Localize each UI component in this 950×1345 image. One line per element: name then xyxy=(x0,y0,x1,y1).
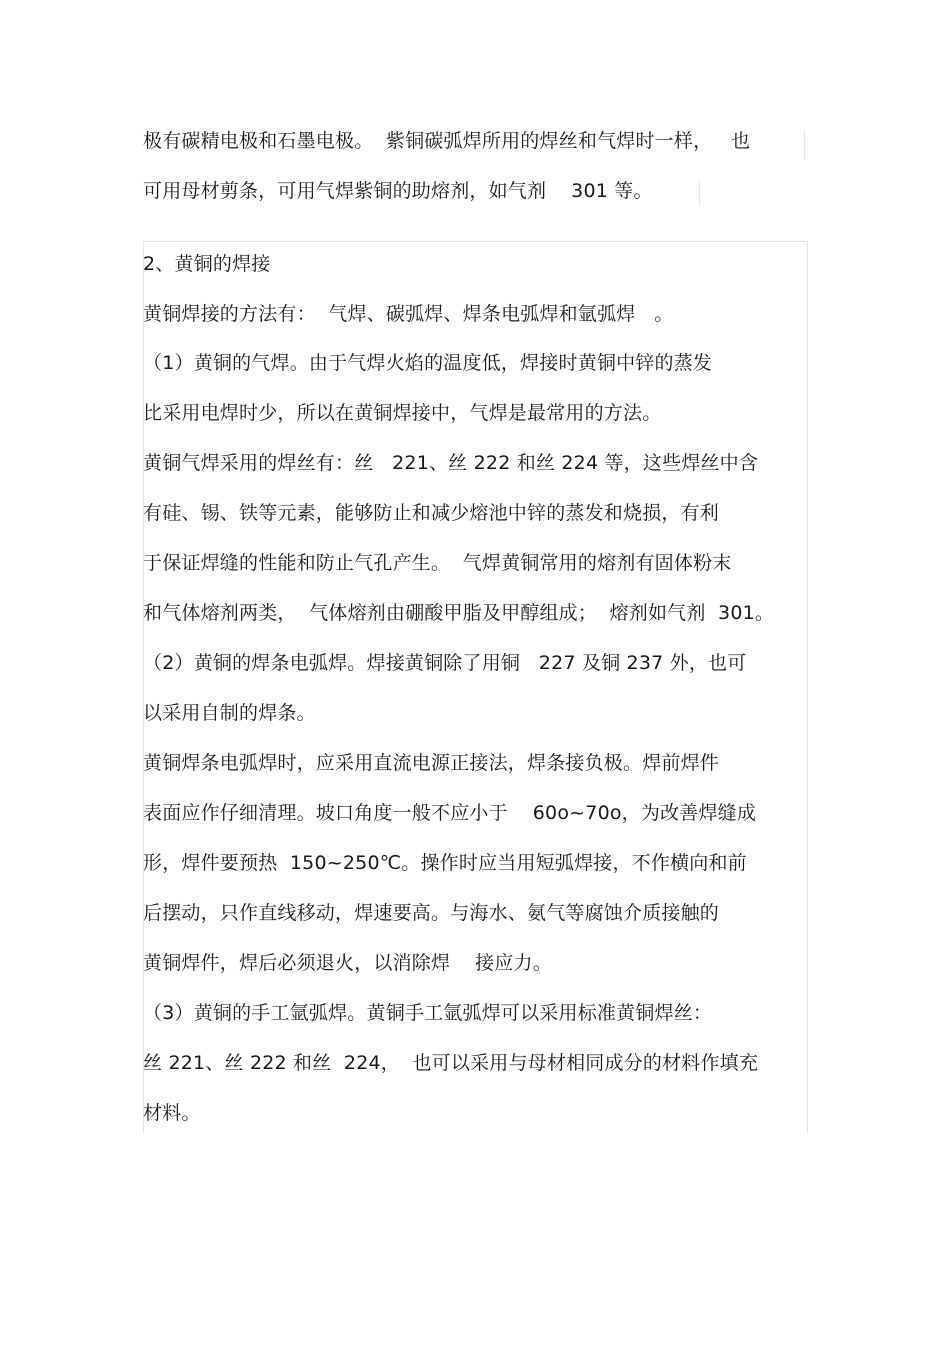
text-line-13: 黄铜焊条电弧焊时，应采用直流电源正接法，焊条接负极。焊前焊件 xyxy=(143,752,720,774)
text-line-12: 以采用自制的焊条。 xyxy=(143,702,316,724)
text-line-2: 可用母材剪条，可用气焊紫铜的助熔剂，如气剂 301 等。 xyxy=(143,180,653,202)
frame-right-line xyxy=(807,241,808,1133)
frame-right-line-upper-2 xyxy=(699,180,700,206)
frame-top-line xyxy=(143,241,807,242)
text-line-18: （3）黄铜的手工氩弧焊。黄铜手工氩弧焊可以采用标准黄铜焊丝： xyxy=(143,1002,713,1024)
text-line-9: 于保证焊缝的性能和防止气孔产生。 气焊黄铜常用的熔剂有固体粉末 xyxy=(143,552,732,574)
section-heading: 2、黄铜的焊接 xyxy=(143,253,271,275)
text-line-5: （1）黄铜的气焊。由于气焊火焰的温度低，焊接时黄铜中锌的蒸发 xyxy=(143,352,713,374)
text-line-19: 丝 221、丝 222 和丝 224， 也可以采用与母材相同成分的材料作填充 xyxy=(143,1052,759,1074)
frame-right-line-upper xyxy=(804,130,805,160)
text-line-11: （2）黄铜的焊条电弧焊。焊接黄铜除了用铜 227 及铜 237 外，也可 xyxy=(143,652,747,674)
text-line-14: 表面应作仔细清理。坡口角度一般不应小于 60o~70o，为改善焊缝成 xyxy=(143,802,757,824)
text-line-20: 材料。 xyxy=(143,1102,201,1124)
text-line-1: 极有碳精电极和石墨电极。 紫铜碳弧焊所用的焊丝和气焊时一样， 也 xyxy=(143,130,751,152)
text-line-8: 有硅、锡、铁等元素，能够防止和减少熔池中锌的蒸发和烧损，有利 xyxy=(143,502,720,524)
text-line-17: 黄铜焊件，焊后必须退火，以消除焊 接应力。 xyxy=(143,952,552,974)
text-line-6: 比采用电焊时少，所以在黄铜焊接中，气焊是最常用的方法。 xyxy=(143,402,662,424)
text-line-15: 形，焊件要预热 150~250℃。操作时应当用短弧焊接，不作横向和前 xyxy=(143,852,747,874)
text-line-10: 和气体熔剂两类， 气体熔剂由硼酸甲脂及甲醇组成； 熔剂如气剂 301。 xyxy=(143,602,775,624)
text-line-4: 黄铜焊接的方法有： 气焊、碳弧焊、焊条电弧焊和氩弧焊 。 xyxy=(143,303,674,325)
text-line-16: 后摆动，只作直线移动，焊速要高。与海水、氨气等腐蚀介质接触的 xyxy=(143,902,720,924)
text-line-7: 黄铜气焊采用的焊丝有：丝 221、丝 222 和丝 224 等，这些焊丝中含 xyxy=(143,452,759,474)
